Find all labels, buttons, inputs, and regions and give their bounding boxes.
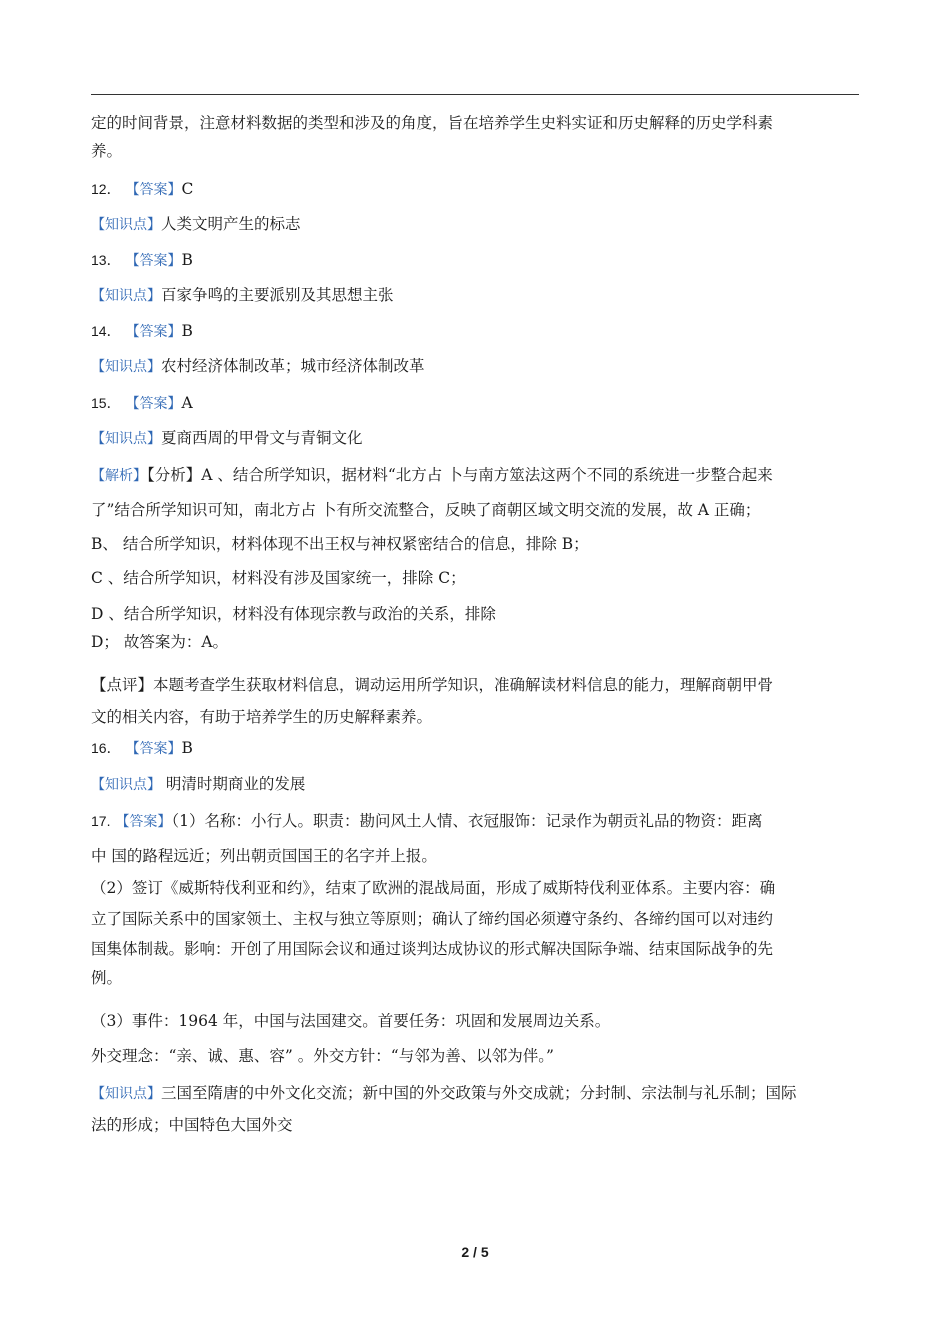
answer-line-12: 12． 【答案】C: [91, 180, 194, 198]
analysis-line: 了”结合所学知识可知，南北方占 卜有所交流整合，反映了商朝区域文明交流的发展，故 A 正确；: [91, 501, 761, 519]
analysis-line: D 、结合所学知识，材料没有体现宗教与政治的关系，排除: [91, 605, 496, 623]
answer-line-17: 国集体制裁。影响：开创了用国际会议和通过谈判达成协议的形式解决国际争端、结束国际战争的先: [91, 940, 774, 958]
header-rule: [91, 94, 859, 95]
comment-line: 【点评】本题考查学生获取材料信息，调动运用所学知识，准确解读材料信息的能力，理解商朝甲骨: [91, 676, 774, 694]
text-line: 养。: [91, 142, 123, 160]
answer-line-17: （3）事件：1964 年，中国与法国建交。首要任务：巩固和发展周边关系。: [91, 1012, 611, 1030]
analysis-line: B、 结合所学知识，材料体现不出王权与神权紧密结合的信息，排除 B；: [91, 535, 589, 553]
answer-line-16: 16． 【答案】B: [91, 739, 193, 757]
answer-line-17: （2）签订《威斯特伐利亚和约》，结束了欧洲的混战局面，形成了威斯特伐利亚体系。主要内容：确: [91, 879, 776, 897]
knowledge-line-16: 【知识点】 明清时期商业的发展: [91, 775, 306, 793]
answer-line-13: 13． 【答案】B: [91, 251, 193, 269]
answer-line-17: 立了国际关系中的国家领土、主权与独立等原则；确认了缔约国必须遵守条约、各缔约国可以对违约: [91, 910, 774, 928]
knowledge-line-14: 【知识点】农村经济体制改革；城市经济体制改革: [91, 357, 425, 375]
knowledge-line-17: 【知识点】三国至隋唐的中外文化交流；新中国的外交政策与外交成就；分封制、宗法制与礼乐制；国际: [91, 1084, 797, 1102]
answer-line-17: 外交理念：“亲、诚、惠、容” 。外交方针：“与邻为善、以邻为伴。”: [91, 1047, 554, 1065]
answer-line-17: 中 国的路程远近；列出朝贡国国王的名字并上报。: [91, 847, 437, 865]
knowledge-line-13: 【知识点】百家争鸣的主要派别及其思想主张: [91, 286, 394, 304]
analysis-line: C 、结合所学知识，材料没有涉及国家统一，排除 C；: [91, 569, 466, 587]
answer-line-14: 14． 【答案】B: [91, 322, 193, 340]
comment-line: 文的相关内容，有助于培养学生的历史解释素养。: [91, 708, 433, 726]
knowledge-line-17: 法的形成；中国特色大国外交: [91, 1116, 293, 1134]
answer-line-17: 例。: [91, 969, 123, 987]
knowledge-line-15: 【知识点】夏商西周的甲骨文与青铜文化: [91, 429, 363, 447]
analysis-line: 【解析】【分析】A 、结合所学知识，据材料“北方占 卜与南方筮法这两个不同的系统进一步整合起来: [91, 466, 773, 484]
answer-line-17: 17. 【答案】（1）名称：小行人。职责：勘问风土人情、衣冠服饰：记录作为朝贡礼品的物资：距离: [91, 812, 763, 830]
answer-line-15: 15． 【答案】A: [91, 394, 193, 412]
page-number: 2 / 5: [461, 1244, 489, 1260]
text-line: 定的时间背景，注意材料数据的类型和涉及的角度，旨在培养学生史料实证和历史解释的历史学科素: [91, 114, 774, 132]
knowledge-line-12: 【知识点】人类文明产生的标志: [91, 215, 301, 233]
analysis-line: D； 故答案为：A。: [91, 633, 229, 651]
